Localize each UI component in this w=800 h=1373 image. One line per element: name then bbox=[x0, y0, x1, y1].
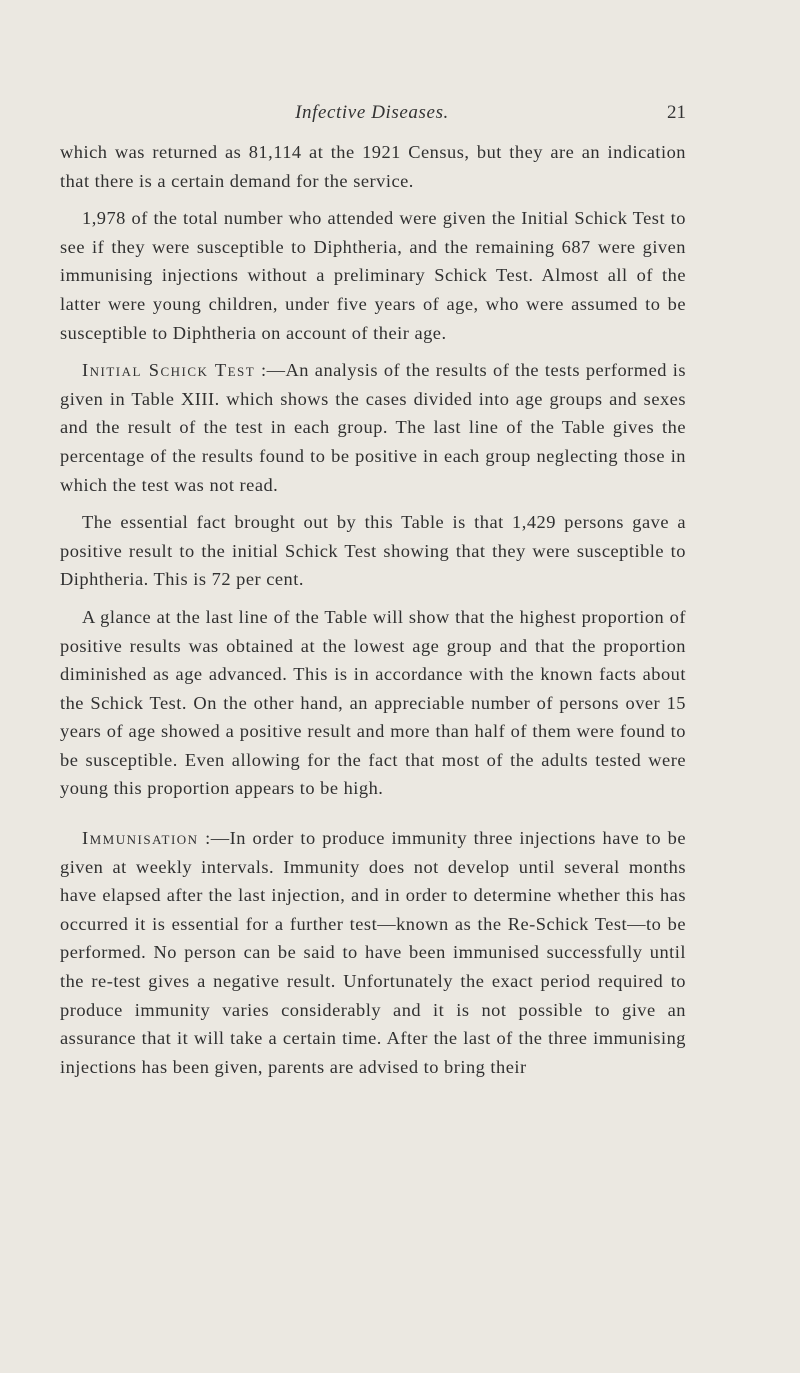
paragraph-text: An analysis of the results of the tests performed is given in Table XIII. which shows the cases divided into age groups and sexes and the result of the test in each group. The last line of the Table gives the percentage of the results found to be positive in each group neglecting those in which the test was not read. bbox=[60, 360, 686, 495]
page-number: 21 bbox=[667, 102, 686, 123]
body-text bbox=[60, 138, 686, 1090]
paragraph-last-line-analysis: A glance at the last line of the Table will show that the highest proportion of positive results was obtained at the lowest age group and that the proportion diminished as age advanced. This is in accordance with the known facts about the Schick Test. On the other hand, an appreciable number of persons over 15 years of age showed a positive result and more than half of them were found to be susceptible. Even allowing for the fact that most of the adults tested were young this proportion appears to be high. bbox=[60, 606, 686, 799]
section-heading-immunisation: Immunisation bbox=[82, 828, 199, 849]
paragraph-immunisation bbox=[60, 824, 686, 1081]
heading-separator: :— bbox=[255, 360, 286, 381]
running-title: Infective Diseases. bbox=[295, 102, 449, 123]
paragraph-initial-schick-test bbox=[60, 356, 686, 499]
paragraph-initial-test-counts: 1,978 of the total number who attended were given the Initial Schick Test to see if they were susceptible to Diphtheria, and the remaining 687 were given immunising injections without a preliminary Schick Test. Almost all of the latter were young children, under five years of age, who were assumed to be susceptible to Diphtheria on account of their age. bbox=[60, 208, 686, 343]
paragraph-text: In order to produce immunity three injections have to be given at weekly intervals. Immunity does not develop until several months have elapsed after the last injection, and in order to determine whether this has occurred it is essential for a further test—known as the Re-Schick Test—to be performed. No person can be said to have been immunised successfully until the re-test gives a negative result. Unfortunately the exact period required to produce immunity varies considerably and it is not possible to give an assurance that it will take a certain time. After the last of the three immunising injections has been given, parents are advised to bring their bbox=[60, 828, 686, 1077]
paragraph-essential-fact: The essential fact brought out by this Table is that 1,429 persons gave a positive result to the initial Schick Test showing that they were susceptible to Diphtheria. This is 72 per cent. bbox=[60, 512, 686, 590]
page-header bbox=[62, 102, 686, 132]
section-heading-initial-schick-test: Initial Schick Test bbox=[82, 360, 256, 381]
paragraph-gap bbox=[60, 812, 686, 824]
heading-separator: :— bbox=[198, 828, 230, 849]
paragraph-continuation: which was returned as 81,114 at the 1921 Census, but they are an indication that there is a certain demand for the service. bbox=[60, 142, 686, 191]
